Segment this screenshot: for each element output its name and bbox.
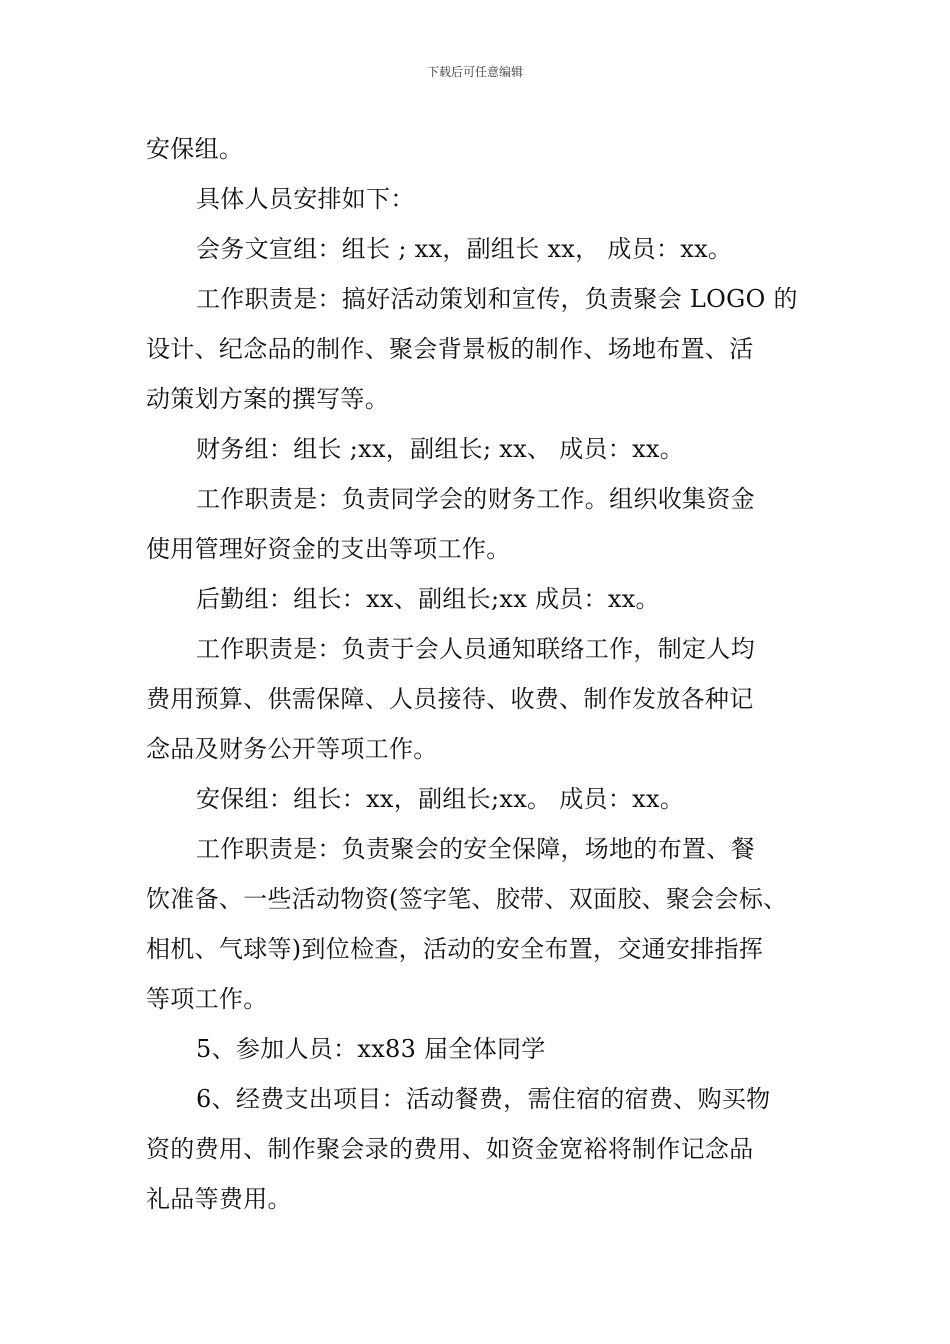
text-line: 相机、气球等)到位检查，活动的安全布置，交通安排指挥 [146, 935, 764, 963]
text-line: 等项工作。 [146, 985, 268, 1013]
page-header-note: 下载后可任意编辑 [426, 65, 523, 79]
text-line: 5、参加人员：xx83 届全体同学 [196, 1035, 546, 1063]
text-line: 安保组：组长：xx，副组长;xx。 成员：xx。 [196, 785, 685, 813]
text-line: 动策划方案的撰写等。 [146, 385, 389, 413]
text-line: 使用管理好资金的支出等项工作。 [146, 535, 511, 563]
text-line: 财务组：组长 ;xx，副组长; xx、 成员：xx。 [196, 435, 685, 463]
text-line: 工作职责是：搞好活动策划和宣传，负责聚会 LOGO 的 [196, 285, 798, 313]
text-line: 饮准备、一些活动物资(签字笔、胶带、双面胶、聚会会标、 [146, 885, 788, 913]
text-line: 资的费用、制作聚会录的费用、如资金宽裕将制作记念品 [146, 1135, 754, 1163]
text-line: 具体人员安排如下： [196, 185, 415, 213]
text-line: 安保组。 [146, 135, 244, 163]
text-line: 工作职责是：负责同学会的财务工作。组织收集资金 [196, 485, 755, 513]
text-line: 费用预算、供需保障、人员接待、收费、制作发放各种记 [146, 685, 754, 713]
text-line: 6、经费支出项目：活动餐费，需住宿的宿费、购买物 [196, 1085, 771, 1113]
text-line: 工作职责是：负责聚会的安全保障，场地的布置、餐 [196, 835, 755, 863]
text-line: 会务文宣组：组长 ; xx，副组长 xx， 成员：xx。 [196, 235, 733, 263]
text-line: 礼品等费用。 [146, 1185, 292, 1213]
document-body [146, 124, 818, 1224]
text-line: 工作职责是：负责于会人员通知联络工作，制定人均 [196, 635, 755, 663]
text-line: 设计、纪念品的制作、聚会背景板的制作、场地布置、活 [146, 335, 754, 363]
text-line: 后勤组：组长：xx、副组长;xx 成员：xx。 [196, 585, 660, 613]
text-line: 念品及财务公开等项工作。 [146, 735, 438, 763]
